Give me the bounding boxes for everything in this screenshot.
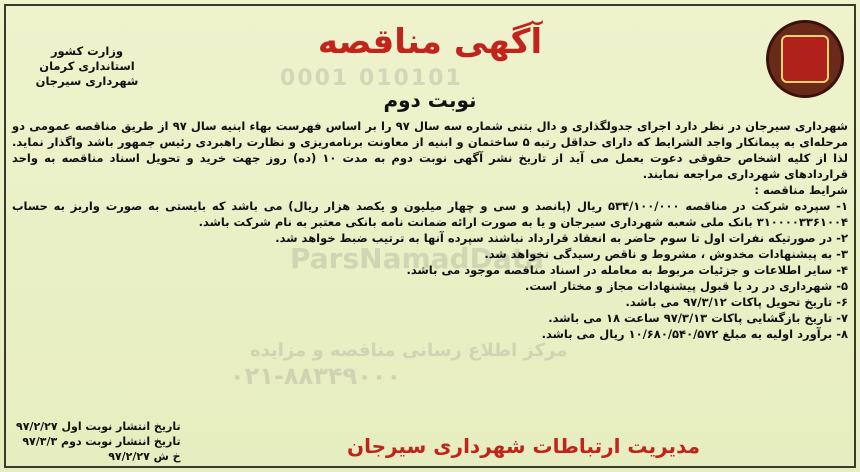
conditions-heading: شرایط مناقصه :	[754, 183, 848, 197]
publication-code: خ ش ۹۷/۲/۲۷	[108, 450, 181, 463]
condition-item: ۸- برآورد اولیه به مبلغ ۱۰/۶۸۰/۵۴۰/۵۷۲ ریال می باشد.	[541, 327, 848, 341]
authority-line-province: استانداری کرمان	[39, 59, 135, 73]
condition-item: ۵- شهرداری در رد یا قبول پیشنهادات مجاز و مختار است.	[524, 279, 848, 293]
authority-line-ministry: وزارت کشور	[50, 44, 124, 58]
first-publication-date: تاریخ انتشار نوبت اول ۹۷/۲/۲۷	[16, 420, 181, 433]
ad-subtitle: نوبت دوم	[383, 88, 477, 112]
ad-body	[12, 118, 848, 342]
condition-item: ۶- تاریخ تحویل پاکات ۹۷/۳/۱۲ می باشد.	[625, 295, 848, 309]
condition-item: ۲- در صورتیکه نفرات اول تا سوم حاضر به انعقاد قرارداد نباشند سپرده آنها به ترتیب ضبط خواهد شد.	[275, 231, 848, 245]
condition-item: ۳- به پیشنهادات مخدوش ، مشروط و ناقص رسیدگی نخواهد شد.	[484, 247, 848, 261]
ad-title: آگهی مناقصه	[317, 22, 543, 62]
signature: مدیریت ارتباطات شهرداری سیرجان	[347, 434, 700, 458]
watermark-phone: ۰۲۱-۸۸۳۴۹۰۰۰	[230, 362, 402, 390]
authority-line-municipality: شهرداری سیرجان	[35, 74, 139, 88]
intro-paragraph: شهرداری سیرجان در نظر دارد اجرای جدولگذاری و دال بتنی شماره سه سال ۹۷ را بر اساس فهرست بهاء ابنیه سال ۹۷ از طریق مناقصه عمومی دو مرحله‌ای به پیمانکار واجد الشرایط که دارای حداقل رتبه ۵ ساختمان و ابنیه از معاونت برنامه‌ریزی و نظارت راهبردی رئیس جمهور باشد واگذار نماید. لذا از کلیه اشخاص حقوقی دعوت بعمل می آید از تاریخ نشر آگهی نوبت دوم به مدت ۱۰ (ده) روز جهت خرید و تحویل اسناد مناقصه به واحد قراردادهای شهرداری مراجعه نمایند.	[12, 119, 848, 181]
watermark-site: ParsNamadData	[290, 242, 544, 275]
second-publication-date: تاریخ انتشار نوبت دوم ۹۷/۳/۳	[22, 435, 181, 448]
condition-item: ۱- سپرده شرکت در مناقصه ۵۳۴/۱۰۰/۰۰۰ ریال (پانصد و سی و چهار میلیون و یکصد هزار ریال) می باشد که بایستی به صورت واریز به حساب ۳۱۰۰۰۰۳۳۶۱۰۰۴ بانک ملی شعبه شهرداری سیرجان و یا به صورت ارائه ضمانت نامه بانکی معتبر به نام شرکت باشد.	[12, 199, 848, 229]
watermark-code: 010101 0001	[280, 66, 463, 91]
watermark-center: مرکز اطلاع رسانی مناقصه و مزایده	[250, 340, 568, 361]
condition-item: ۷- تاریخ بازگشایی پاکات ۹۷/۳/۱۳ ساعت ۱۸ می باشد.	[548, 311, 848, 325]
condition-item: ۴- سایر اطلاعات و جزئیات مربوط به معامله در اسناد مناقصه موجود می باشد.	[406, 263, 848, 277]
conditions-list	[12, 198, 848, 342]
publication-dates	[16, 419, 181, 464]
